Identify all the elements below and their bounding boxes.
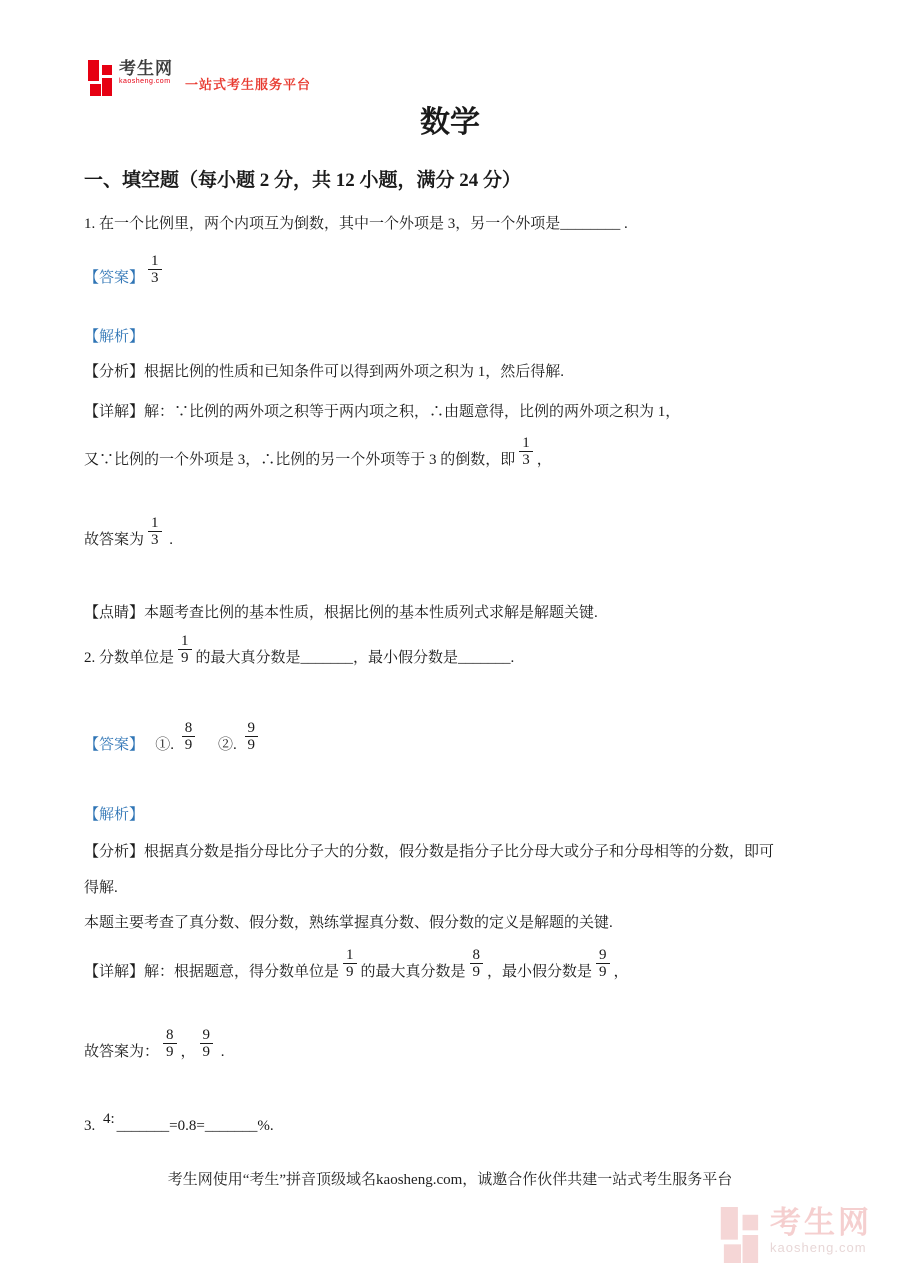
- fraction-numerator: 8: [163, 1027, 177, 1044]
- text-run: ，: [180, 1044, 196, 1060]
- watermark-brand-name: 考生网: [770, 1205, 872, 1240]
- text-run: 故答案为：: [84, 1044, 160, 1060]
- fraction: [163, 1027, 177, 1060]
- kaosheng-watermark-icon: [720, 1207, 762, 1263]
- text-run: 4:: [103, 1111, 115, 1127]
- text-run: 1. 在一个比例里，两个内项互为倒数，其中一个外项是 3，另一个外项是________ .: [84, 216, 628, 232]
- document-title: 数学: [420, 106, 480, 139]
- fraction: [470, 947, 484, 980]
- fraction-numerator: 8: [182, 720, 196, 737]
- fraction-denominator: 9: [599, 964, 607, 980]
- text-run: ②.: [199, 737, 241, 753]
- fraction-denominator: 9: [247, 737, 256, 753]
- text-run: 【点睛】本题考查比例的基本性质，根据比例的基本性质列式求解是解题关键.: [84, 605, 598, 621]
- fraction-denominator: 9: [202, 1044, 211, 1060]
- text-run: 【分析】根据真分数是指分母比分子大的分数，假分数是指分子比分母大或分子和分母相等的分数，即可: [84, 844, 775, 860]
- text-run: 又∵比例的一个外项是 3，∴比例的另一个外项等于 3 的倒数，即: [84, 452, 516, 468]
- fraction: [182, 720, 196, 753]
- text-run: 的最大真分数是: [360, 964, 466, 980]
- text-run: 得解.: [84, 880, 118, 896]
- text-run: 【详解】解：根据题意，得分数单位是: [84, 964, 340, 980]
- text-run: ，: [536, 452, 552, 468]
- q2-xiangjie: [84, 947, 816, 983]
- watermark-text-block: [770, 1207, 872, 1254]
- text-run: .: [165, 532, 174, 548]
- text-run: ，最小假分数是: [487, 964, 593, 980]
- text-run: 2. 分数单位是: [84, 650, 175, 666]
- logo-tagline: 一站式考生服务平台: [185, 77, 312, 92]
- fraction-numerator: 8: [470, 947, 484, 964]
- text-run: 本题主要考查了真分数、假分数，熟练掌握真分数、假分数的定义是解题的关键.: [84, 915, 613, 931]
- kaosheng-logo-icon: [88, 60, 114, 96]
- document-body: [84, 214, 816, 1137]
- fraction-denominator: 3: [151, 532, 159, 548]
- q1-conclusion: [84, 515, 816, 551]
- fraction-numerator: 1: [178, 633, 192, 650]
- fraction: [148, 515, 162, 548]
- fraction: [200, 1027, 214, 1060]
- fraction-numerator: 1: [148, 253, 162, 270]
- fraction-numerator: 1: [519, 435, 533, 452]
- fraction-denominator: 9: [166, 1044, 174, 1060]
- fraction: [148, 253, 162, 286]
- q2-fenxi-2: [84, 878, 816, 899]
- footer-text: 考生网使用“考生”拼音顶级域名kaosheng.com，诚邀合作伙伴共建一站式考生服务平台: [167, 1172, 733, 1188]
- q1-question: [84, 214, 816, 235]
- answer-label: 【答案】: [84, 270, 145, 286]
- fraction: [519, 435, 533, 468]
- kaosheng-watermark: [720, 1207, 872, 1263]
- text-run: _______=0.8=_______%.: [116, 1118, 274, 1134]
- fraction-numerator: 1: [343, 947, 357, 964]
- q2-note: [84, 913, 816, 934]
- text-run: 的最大真分数是_______，最小假分数是_______.: [195, 650, 515, 666]
- text-run: ，: [613, 964, 629, 980]
- q2-answer: [84, 720, 816, 756]
- q1-xiangjie-2: [84, 435, 816, 471]
- fraction-denominator: 9: [472, 964, 481, 980]
- q1-jiexi-label: [84, 327, 816, 348]
- q1-answer: [84, 253, 816, 289]
- q1-fenxi: [84, 362, 816, 383]
- fraction-denominator: 3: [151, 270, 159, 286]
- watermark-domain: kaosheng.com: [770, 1240, 867, 1255]
- logo-brand-name: 考生网: [119, 59, 173, 78]
- section-heading: 一、填空题（每小题 2 分，共 12 小题，满分 24 分）: [84, 170, 522, 191]
- kaosheng-logo: [88, 60, 311, 96]
- q1-dianjing: [84, 603, 816, 624]
- fraction: [178, 633, 192, 666]
- fraction-numerator: 9: [200, 1027, 214, 1044]
- text-run: .: [217, 1044, 225, 1060]
- logo-domain: kaosheng.com: [119, 78, 171, 85]
- fraction-denominator: 9: [346, 964, 354, 980]
- text-run: 3.: [84, 1118, 99, 1134]
- answer-label: 【解析】: [84, 329, 145, 345]
- fraction-numerator: 9: [596, 947, 610, 964]
- q3-question: [84, 1109, 816, 1137]
- q2-jiexi-label: [84, 805, 816, 826]
- logo-text-block: [119, 60, 173, 85]
- text-run: 故答案为: [84, 532, 145, 548]
- fraction-denominator: 9: [181, 650, 189, 666]
- text-run: 【详解】解：∵比例的两外项之积等于两内项之积，∴由题意得，比例的两外项之积为 1，: [84, 404, 681, 420]
- q2-conclusion: [84, 1027, 816, 1063]
- fraction: [245, 720, 259, 753]
- fraction-denominator: 3: [522, 452, 530, 468]
- q2-fenxi: [84, 842, 816, 863]
- text-run: 【分析】根据比例的性质和已知条件可以得到两外项之积为 1，然后得解.: [84, 364, 565, 380]
- answer-label: 【答案】: [84, 737, 137, 753]
- fraction-numerator: 9: [245, 720, 259, 737]
- q1-xiangjie: [84, 402, 816, 423]
- fraction-denominator: 9: [184, 737, 193, 753]
- text-run: ①.: [136, 737, 178, 753]
- answer-label: 【解析】: [84, 807, 145, 823]
- fraction-numerator: 1: [148, 515, 162, 532]
- q2-question: [84, 633, 816, 669]
- fraction: [343, 947, 357, 980]
- fraction: [596, 947, 610, 980]
